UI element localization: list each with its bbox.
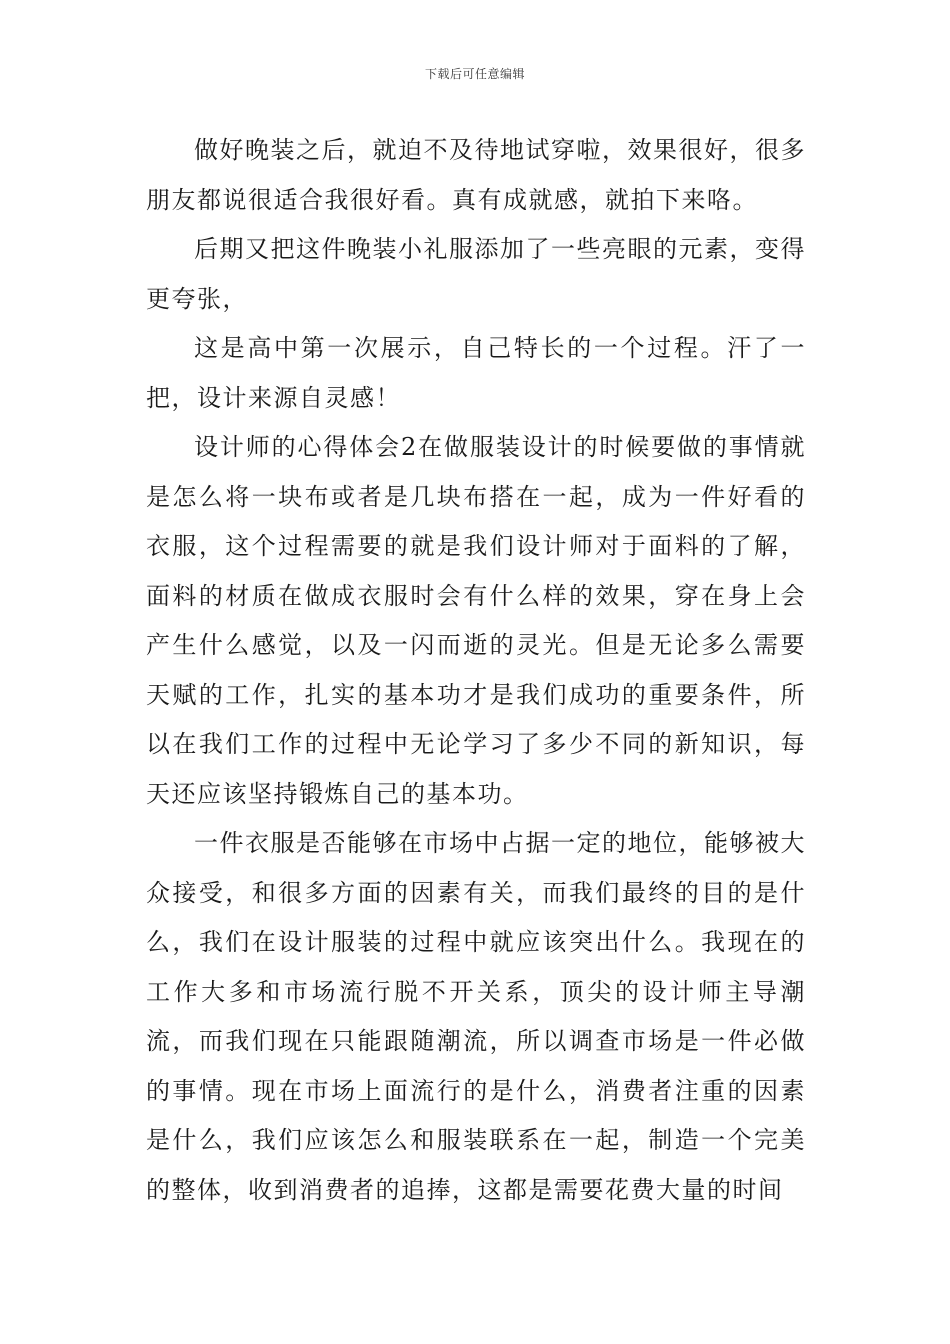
paragraph: 这是高中第一次展示，自己特长的一个过程。汗了一把，设计来源自灵感！ [146,334,806,412]
document-body [146,126,806,1215]
page-header-note: 下载后可任意编辑 [424,67,525,81]
paragraph: 后期又把这件晚装小礼服添加了一些亮眼的元素，变得更夸张， [146,235,806,313]
paragraph: 一件衣服是否能够在市场中占据一定的地位，能够被大众接受，和很多方面的因素有关，而我们最终的目的是什么，我们在设计服装的过程中就应该突出什么。我现在的工作大多和市场流行脱不开关系，顶尖的设计师主导潮流，而我们现在只能跟随潮流，所以调查市场是一件必做的事情。现在市场上面流行的是什么，消费者注重的因素是什么，我们应该怎么和服装联系在一起，制造一个完美的整体，收到消费者的追捧，这都是需要花费大量的时间 [146,829,806,1204]
paragraph: 设计师的心得体会2在做服装设计的时候要做的事情就是怎么将一块布或者是几块布搭在一起，成为一件好看的衣服，这个过程需要的就是我们设计师对于面料的了解，面料的材质在做成衣服时会有什么样的效果，穿在身上会产生什么感觉，以及一闪而逝的灵光。但是无论多么需要天赋的工作，扎实的基本功才是我们成功的重要条件，所以在我们工作的过程中无论学习了多少不同的新知识，每天还应该坚持锻炼自己的基本功。 [146,433,806,808]
paragraph: 做好晚装之后，就迫不及待地试穿啦，效果很好，很多朋友都说很适合我很好看。真有成就感，就拍下来咯。 [146,136,806,214]
